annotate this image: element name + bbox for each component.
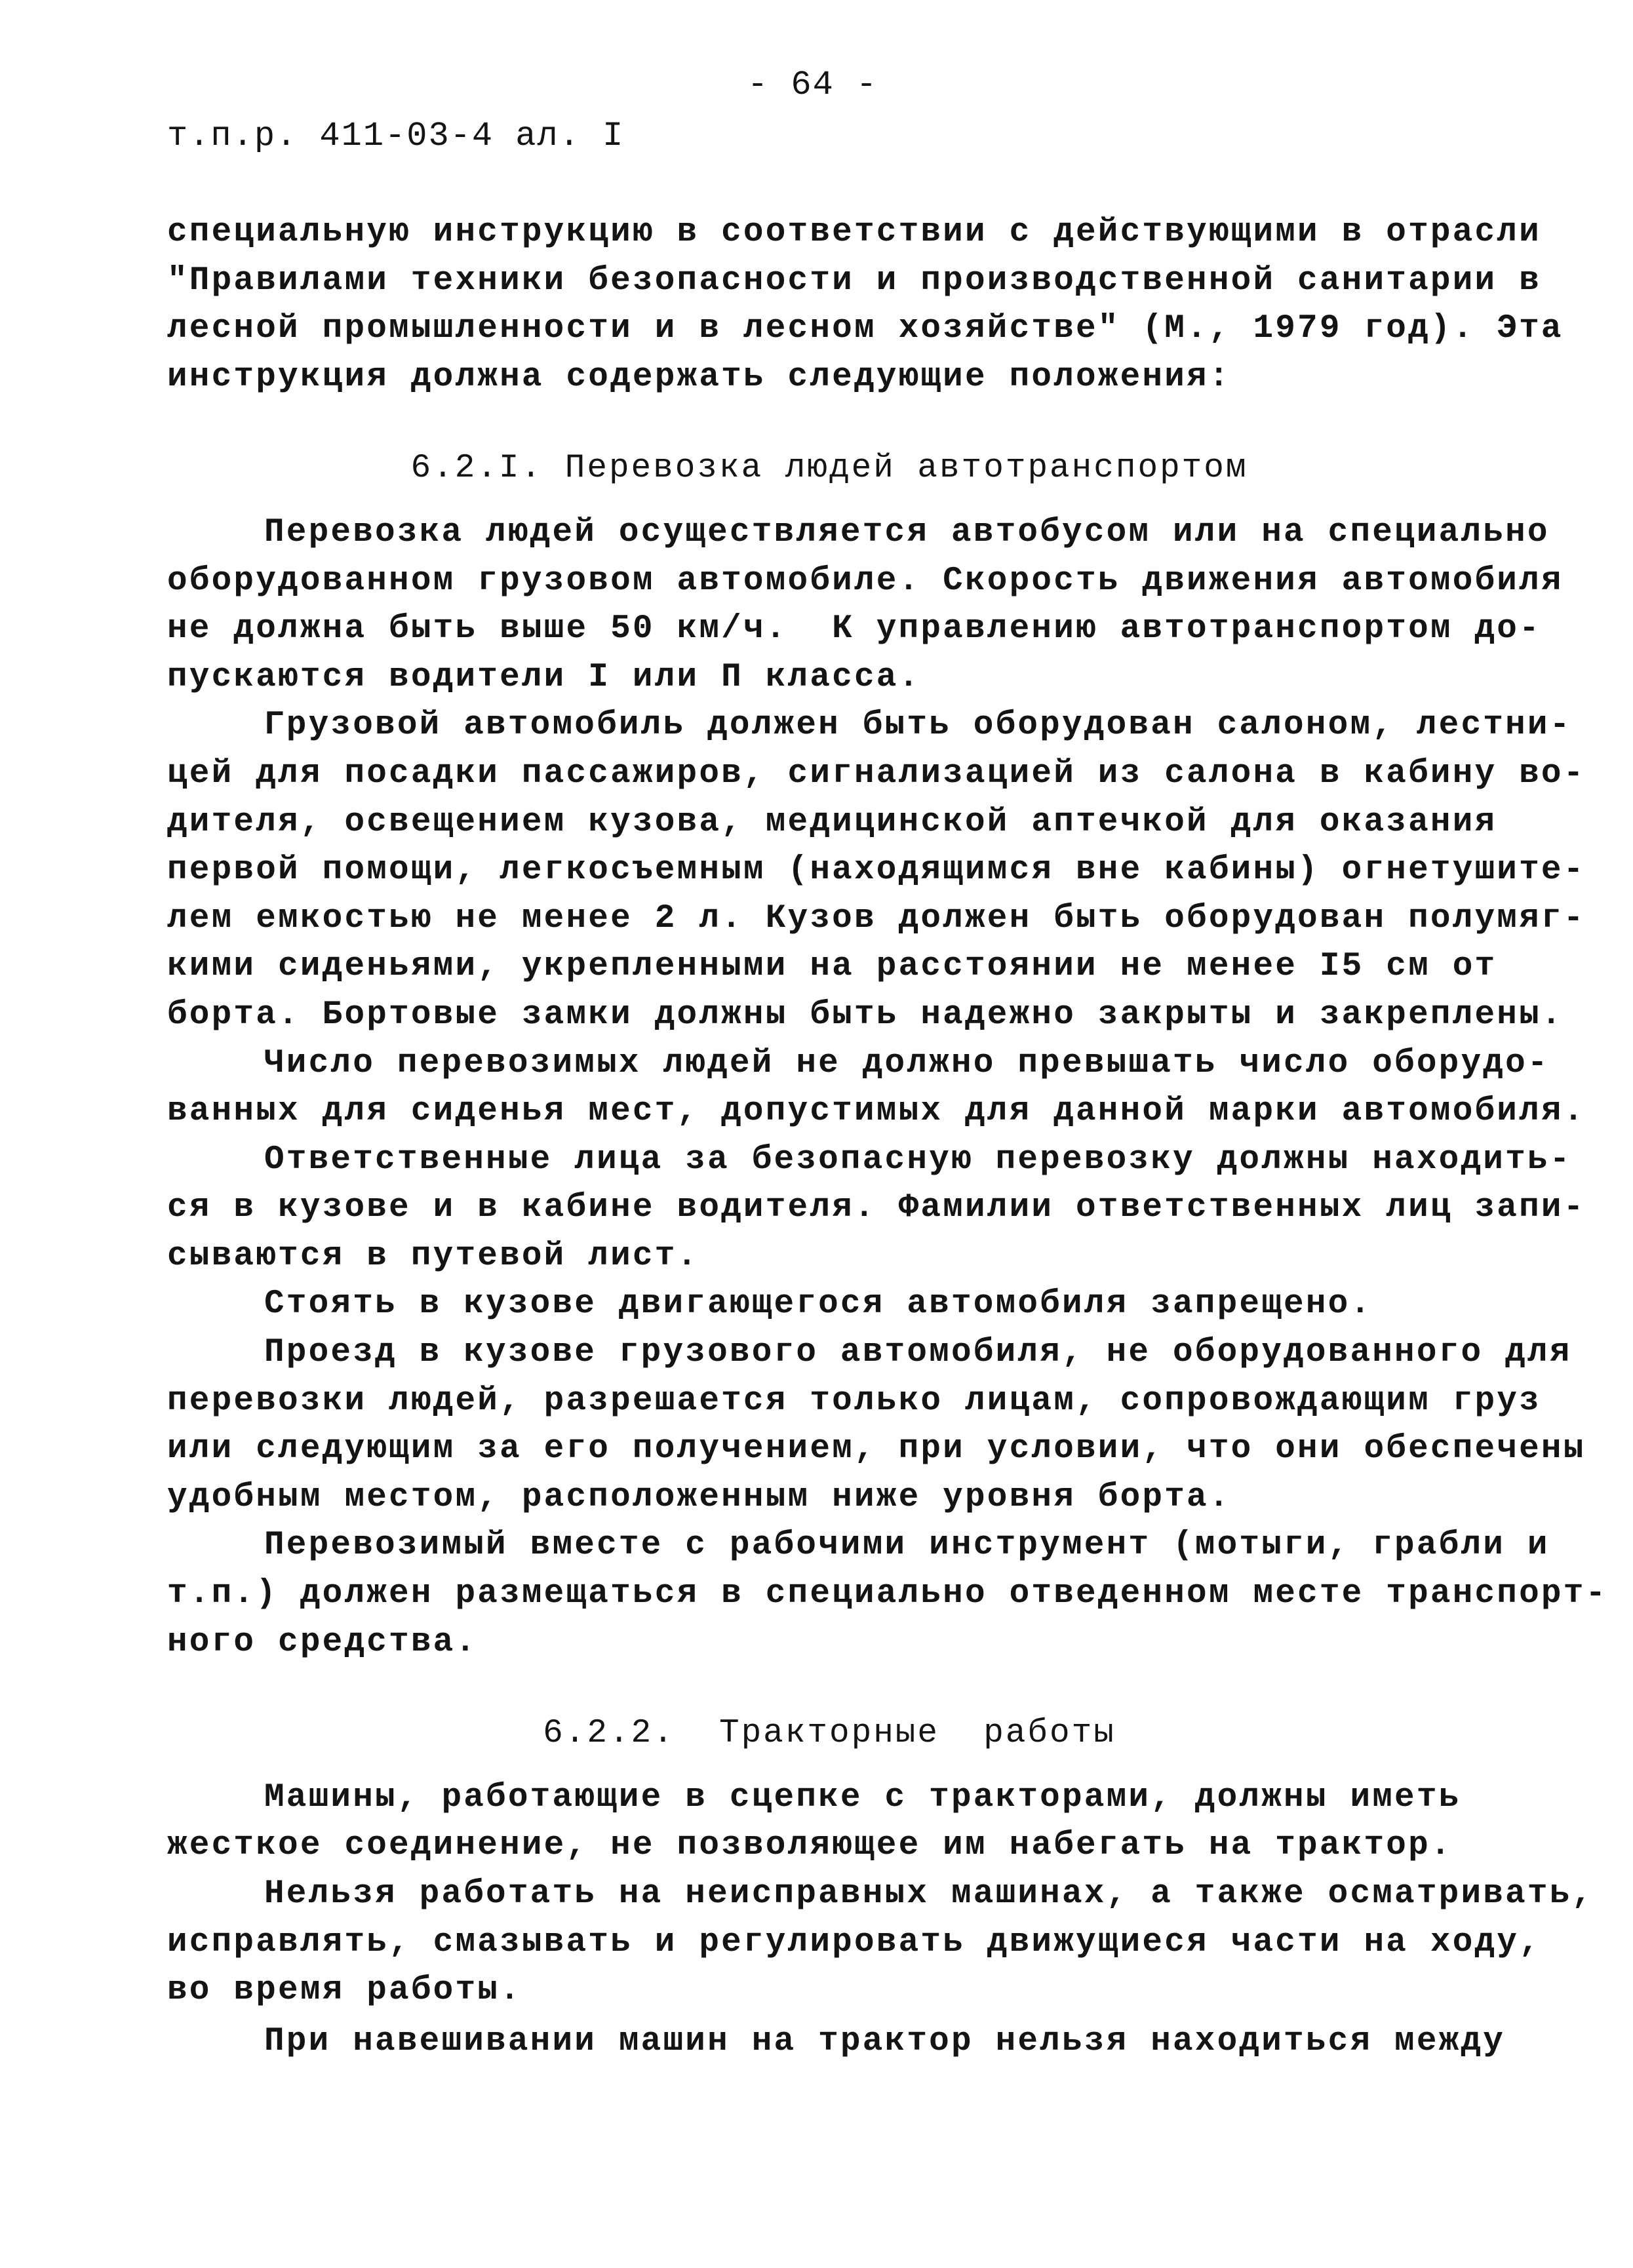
paragraph (167, 1136, 1586, 1281)
text-line: первой помощи, легкосъемным (находящимся вне кабины) огнетушите- (167, 851, 1586, 890)
text-line: ся в кузове и в кабине водителя. Фамилии ответственных лиц запи- (167, 1189, 1586, 1227)
paragraph (167, 1521, 1608, 1666)
text-line: Перевозка людей осуществляется автобусом или на специально (264, 513, 1550, 551)
section-heading: 6.2.2. Тракторные работы (543, 1715, 1116, 1753)
text-line: во время работы. (167, 1972, 522, 2010)
paragraph (167, 2018, 1506, 2066)
text-line: При навешивании машин на трактор нельзя находиться между (264, 2022, 1506, 2060)
document-body (167, 208, 1608, 2065)
page-number: - 64 - (747, 66, 878, 104)
text-line: исправлять, смазывать и регулировать движущиеся части на ходу, (167, 1923, 1541, 1961)
text-line: Грузовой автомобиль должен быть оборудован салоном, лестни- (264, 707, 1572, 745)
text-line: Число перевозимых людей не должно превышать число оборудо- (264, 1044, 1550, 1082)
text-line: ного средства. (167, 1623, 478, 1661)
text-line: цей для посадки пассажиров, сигнализацией из салона в кабину во- (167, 754, 1586, 792)
paragraph (167, 509, 1564, 701)
paragraph (167, 1280, 1491, 1329)
text-line: Ответственные лица за безопасную перевозку должны находить- (264, 1141, 1572, 1179)
text-line: кими сиденьями, укрепленными на расстоянии не менее I5 см от (167, 948, 1497, 986)
text-line: дителя, освещением кузова, медицинской аптечкой для оказания (167, 803, 1497, 841)
text-line: пускаются водители I или П класса. (167, 658, 921, 696)
paragraph (167, 1774, 1491, 1870)
text-line: "Правилами техники безопасности и производственной санитарии в (167, 262, 1541, 300)
text-line: Стоять в кузове двигающегося автомобиля запрещено. (264, 1285, 1373, 1323)
text-line: лем емкостью не менее 2 л. Кузов должен быть оборудован полумяг- (167, 899, 1586, 937)
paragraph (167, 1040, 1586, 1136)
document-code: т.п.р. 411-03-4 ал. I (167, 117, 625, 155)
text-line: лесной промышленности и в лесном хозяйстве" (М., 1979 год). Эта (167, 310, 1564, 348)
text-line: Нельзя работать на неисправных машинах, а также осматривать, (264, 1875, 1594, 1913)
text-line: перевозки людей, разрешается только лицам, сопровождающим груз (167, 1382, 1541, 1420)
paragraph (167, 701, 1586, 1039)
paragraph (167, 1329, 1586, 1521)
text-line: т.п.) должен размещаться в специально отведенном месте транспорт- (167, 1575, 1608, 1613)
text-line: сываются в путевой лист. (167, 1237, 699, 1275)
text-line: Машины, работающие в сцепке с тракторами, должны иметь (264, 1778, 1461, 1816)
text-line: борта. Бортовые замки должны быть надежно закрыты и закреплены. (167, 996, 1564, 1034)
text-line: инструкция должна содержать следующие положения: (167, 358, 1231, 396)
text-line: или следующим за его получением, при условии, что они обеспечены (167, 1430, 1586, 1468)
text-line: Проезд в кузове грузового автомобиля, не оборудованного для (264, 1334, 1572, 1372)
text-line: Перевозимый вместе с рабочими инструмент (мотыги, грабли и (264, 1527, 1550, 1565)
text-line: оборудованном грузовом автомобиле. Скорость движения автомобиля (167, 562, 1564, 600)
text-line: специальную инструкцию в соответствии с действующими в отрасли (167, 214, 1541, 251)
text-line: ванных для сиденья мест, допустимых для данной марки автомобиля. (167, 1093, 1586, 1131)
text-line: не должна быть выше 50 км/ч. К управлению автотранспортом до- (167, 610, 1541, 648)
paragraph (167, 1870, 1594, 2015)
intro-paragraph (167, 208, 1564, 401)
section-heading: 6.2.I. Перевозка людей автотранспортом (410, 450, 1248, 488)
text-line: удобным местом, расположенным ниже уровня борта. (167, 1478, 1231, 1516)
text-line: жесткое соединение, не позволяющее им набегать на трактор. (167, 1827, 1453, 1865)
